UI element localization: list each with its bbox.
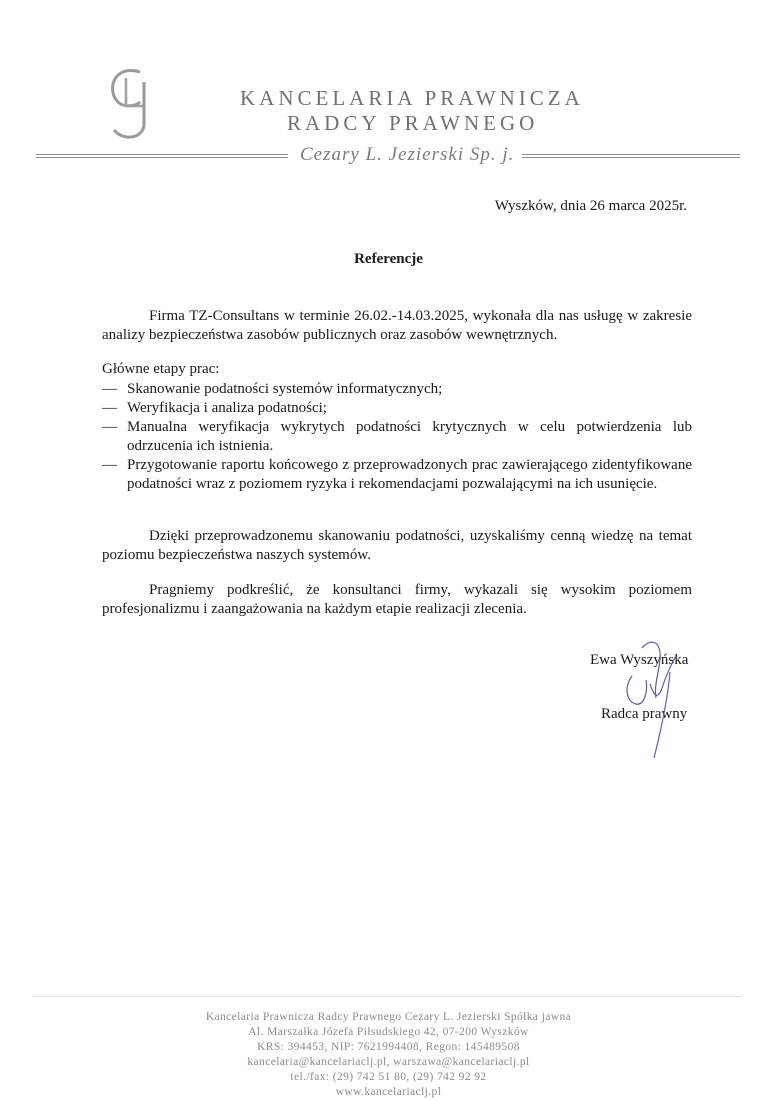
letter-date: Wyszków, dnia 26 marca 2025r. xyxy=(494,198,687,214)
signatory-role: Radca prawny xyxy=(601,706,688,722)
footer-address: Al. Marszałka Józefa Piłsudskiego 42, 07-200 Wyszków xyxy=(248,1026,529,1038)
signatory-name: Ewa Wyszyńska xyxy=(590,652,689,668)
stage-item: — Weryfikacja i analiza podatności; xyxy=(102,400,327,416)
footer-phone: tel./fax: (29) 742 51 80, (29) 742 92 92 xyxy=(290,1071,487,1083)
dash-marker: — xyxy=(102,381,117,397)
stages-heading: Główne etapy prac: xyxy=(102,361,220,377)
letterhead-line1: KANCELARIA PRAWNICZA xyxy=(240,86,584,110)
stages-list xyxy=(102,380,692,494)
stage-item: — Manualna weryfikacja wykrytych podatności krytycznych w celu potwierdzenia lub odrzucenia ich istnienia. xyxy=(102,419,692,454)
footer-website: www.kancelariaclj.pl xyxy=(335,1086,442,1098)
paragraph-closing: Pragniemy podkreślić, że konsultanci firmy, wykazali się wysokim poziomem profesjonalizmu i zaangażowania na każdym etapie realizacji zlecenia. xyxy=(102,582,692,617)
letter-title: Referencje xyxy=(354,251,423,267)
footer-divider xyxy=(32,996,742,997)
footer xyxy=(0,1010,777,1100)
letterhead-rule-left xyxy=(36,154,288,158)
dash-marker: — xyxy=(102,400,117,416)
footer-emails: kancelaria@kancelariaclj.pl, warszawa@kancelariaclj.pl xyxy=(247,1056,530,1068)
paragraph-knowledge: Dzięki przeprowadzonemu skanowaniu podatności, uzyskaliśmy cenną wiedzę na temat poziomu bezpieczeństwa naszych systemów. xyxy=(102,528,692,563)
letterhead-rule-right xyxy=(522,154,740,158)
footer-firm-name: Kancelaria Prawnicza Radcy Prawnego Cezary L. Jezierski Spółka jawna xyxy=(205,1011,572,1023)
dash-marker: — xyxy=(102,457,117,473)
stage-item: — Skanowanie podatności systemów informatycznych; xyxy=(102,381,443,397)
paragraph-intro: Firma TZ-Consultans w terminie 26.02.-14.03.2025, wykonała dla nas usługę w zakresie analizy bezpieczeństwa zasobów publicznych oraz zasobów wewnętrznych. xyxy=(102,308,692,343)
firm-logo xyxy=(100,62,164,144)
letterhead-line2: RADCY PRAWNEGO xyxy=(287,111,539,135)
stage-item: — Przygotowanie raportu końcowego z przeprowadzonych prac zawierającego zidentyfikowane podatności wraz z poziomem ryzyka i rekomendacjami pozwalającymi na ich usunięcie. xyxy=(102,457,692,492)
footer-registry: KRS: 394453, NIP: 7621994408, Regon: 145489508 xyxy=(257,1041,520,1053)
letterhead-subtitle: Cezary L. Jezierski Sp. j. xyxy=(300,144,515,165)
dash-marker: — xyxy=(102,419,117,435)
handwritten-signature xyxy=(610,636,690,766)
